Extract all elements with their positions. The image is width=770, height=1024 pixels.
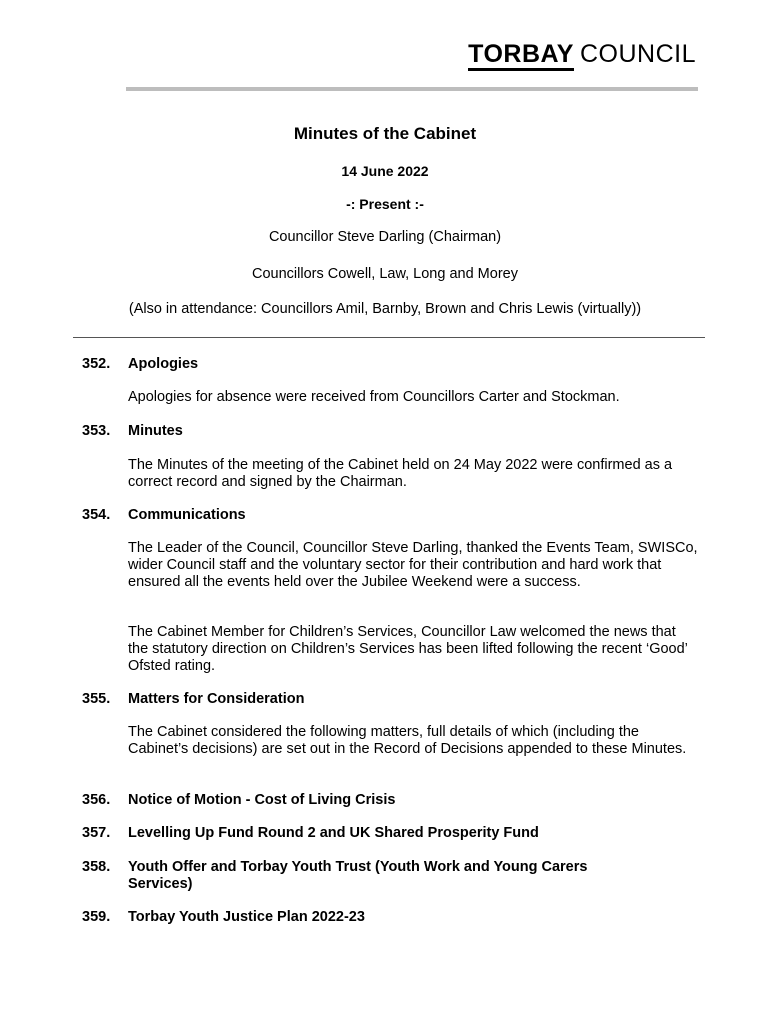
item-paragraph: The Leader of the Council, Councillor Steve Darling, thanked the Events Team, SWISCo, wider Council staff and the voluntary sector for their contribution and hard work that ensured all the events held over the Jubilee Weekend were a success. bbox=[128, 540, 698, 590]
item-number: 355. bbox=[82, 691, 111, 707]
item-number: 356. bbox=[82, 792, 111, 808]
item-number: 353. bbox=[82, 423, 111, 439]
item-heading: Communications bbox=[128, 507, 246, 523]
item-heading: Matters for Consideration bbox=[128, 691, 305, 707]
item-number: 352. bbox=[82, 356, 111, 372]
header-rule bbox=[126, 87, 698, 91]
logo-bold-text: TORBAY bbox=[468, 40, 574, 71]
logo-rest-text: COUNCIL bbox=[579, 40, 696, 68]
item-paragraph: Apologies for absence were received from Councillors Carter and Stockman. bbox=[128, 389, 620, 405]
item-number: 359. bbox=[82, 909, 111, 925]
item-number: 354. bbox=[82, 507, 111, 523]
item-paragraph: The Minutes of the meeting of the Cabinet held on 24 May 2022 were confirmed as a correct record and signed by the Chairman. bbox=[128, 457, 673, 490]
page-title: Minutes of the Cabinet bbox=[293, 124, 477, 143]
item-heading: Apologies bbox=[128, 356, 199, 372]
item-heading: Notice of Motion - Cost of Living Crisis bbox=[128, 792, 396, 808]
chairman-line: Councillor Steve Darling (Chairman) bbox=[268, 229, 502, 245]
item-heading: Torbay Youth Justice Plan 2022-23 bbox=[128, 909, 365, 925]
meeting-date: 14 June 2022 bbox=[341, 163, 429, 179]
members-line: Councillors Cowell, Law, Long and Morey bbox=[252, 266, 518, 282]
also-attending-line: (Also in attendance: Councillors Amil, Barnby, Brown and Chris Lewis (virtually)) bbox=[128, 301, 642, 317]
section-divider bbox=[73, 337, 705, 338]
present-label: -: Present :- bbox=[346, 196, 424, 212]
item-number: 358. bbox=[82, 859, 111, 875]
item-heading: Levelling Up Fund Round 2 and UK Shared Prosperity Fund bbox=[128, 825, 539, 841]
item-paragraph: The Cabinet considered the following matters, full details of which (including the Cabinet’s decisions) are set out in the Record of Decisions appended to these Minutes. bbox=[128, 724, 687, 757]
item-number: 357. bbox=[82, 825, 111, 841]
item-heading: Youth Offer and Torbay Youth Trust (Youth Work and Young Carers Services) bbox=[128, 859, 588, 892]
item-heading: Minutes bbox=[128, 423, 183, 439]
item-paragraph: The Cabinet Member for Children’s Services, Councillor Law welcomed the news that the statutory direction on Children’s Services has been lifted following the recent ‘Good’ Ofsted rating. bbox=[128, 624, 688, 674]
council-logo bbox=[468, 40, 696, 69]
